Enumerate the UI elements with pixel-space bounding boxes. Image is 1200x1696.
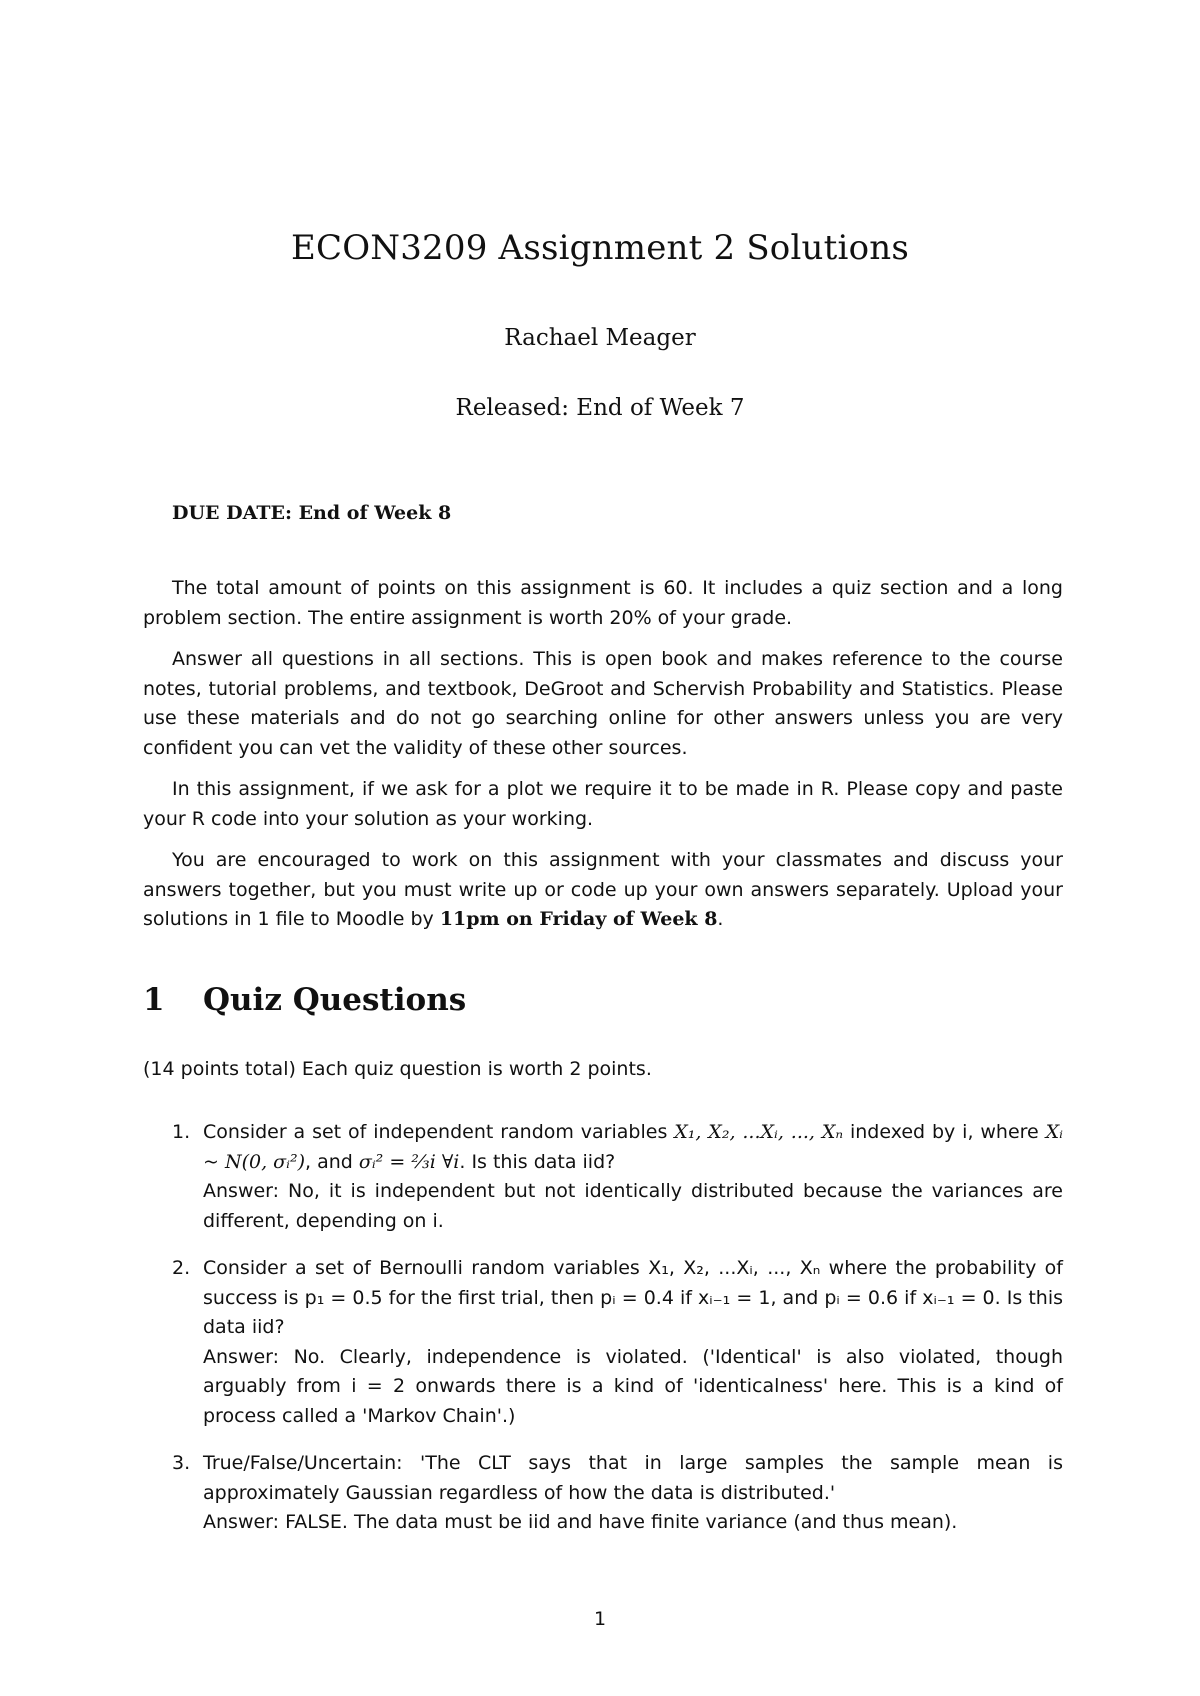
math-expression: Xᵢ ~ N(0, σᵢ²) bbox=[203, 1121, 1063, 1173]
math-expression: σᵢ² = ⅔i ∀i bbox=[358, 1150, 460, 1173]
section-title: Quiz Questions bbox=[203, 982, 467, 1018]
question-number: 1. bbox=[172, 1121, 191, 1143]
math-expression: X₁, X₂, ...Xᵢ, ..., Xₙ bbox=[674, 1121, 844, 1143]
question-list bbox=[143, 1118, 1063, 1556]
due-date: DUE DATE: End of Week 8 bbox=[172, 502, 452, 524]
deadline-bold: 11pm on Friday of Week 8 bbox=[439, 908, 718, 930]
paragraph-text: You are encouraged to work on this assignment with your classmates and discuss your answers together, but you must write up or code up your own answers separately. Upload your solutions in 1 file to Moodle by bbox=[143, 849, 1063, 930]
paragraph: The total amount of points on this assignment is 60. It includes a quiz section and a long problem section. The entire assignment is worth 20% of your grade. bbox=[143, 577, 1063, 629]
paragraph-end: . bbox=[717, 908, 724, 930]
question-answer: Answer: No, it is independent but not identically distributed because the variances are different, depending on i. bbox=[203, 1180, 1063, 1232]
question-text: Consider a set of Bernoulli random variables X₁, X₂, ...Xᵢ, ..., Xₙ where the probability of success is p₁ = 0.5 for the first trial, then pᵢ = 0.4 if xᵢ₋₁ = 1, and pᵢ = 0.6 if xᵢ₋₁ = 0. Is this data iid? bbox=[203, 1257, 1063, 1338]
document-author: Rachael Meager bbox=[504, 325, 696, 351]
paragraph: In this assignment, if we ask for a plot we require it to be made in R. Please copy and paste your R code into your solution as your working. bbox=[143, 778, 1063, 830]
question-answer: Answer: FALSE. The data must be iid and have finite variance (and thus mean). bbox=[203, 1511, 958, 1533]
question-number: 3. bbox=[172, 1452, 191, 1474]
question-item bbox=[143, 1118, 1063, 1236]
question-text: Consider a set of independent random variables X₁, X₂, ...Xᵢ, ..., Xₙ indexed by i, where Xᵢ ~ N(0, σᵢ²), and σᵢ² = ⅔i ∀i. Is this data iid? bbox=[203, 1121, 1063, 1173]
intro-paragraphs bbox=[143, 574, 1063, 947]
document-title: ECON3209 Assignment 2 Solutions bbox=[290, 228, 910, 268]
paragraph-upload bbox=[143, 846, 1063, 935]
section-number: 1 bbox=[143, 982, 165, 1018]
release-date: Released: End of Week 7 bbox=[455, 395, 745, 421]
question-item bbox=[143, 1254, 1063, 1431]
page-number: 1 bbox=[593, 1608, 607, 1630]
question-text: True/False/Uncertain: 'The CLT says that in large samples the sample mean is approximately Gaussian regardless of how the data is distributed.' bbox=[203, 1452, 1063, 1504]
question-item bbox=[143, 1449, 1063, 1538]
question-number: 2. bbox=[172, 1257, 191, 1279]
section-intro: (14 points total) Each quiz question is worth 2 points. bbox=[143, 1058, 652, 1080]
question-answer: Answer: No. Clearly, independence is violated. ('Identical' is also violated, though arguably from i = 2 onwards there is a kind of 'identicalness' here. This is a kind of process called a 'Markov Chain'.) bbox=[203, 1345, 1063, 1427]
section-heading bbox=[143, 982, 466, 1018]
paragraph: Answer all questions in all sections. This is open book and makes reference to the course notes, tutorial problems, and textbook, DeGroot and Schervish Probability and Statistics. Please use these materials and do not go searching online for other answers unless you are very confident you can vet the validity of these other sources. bbox=[143, 648, 1063, 759]
